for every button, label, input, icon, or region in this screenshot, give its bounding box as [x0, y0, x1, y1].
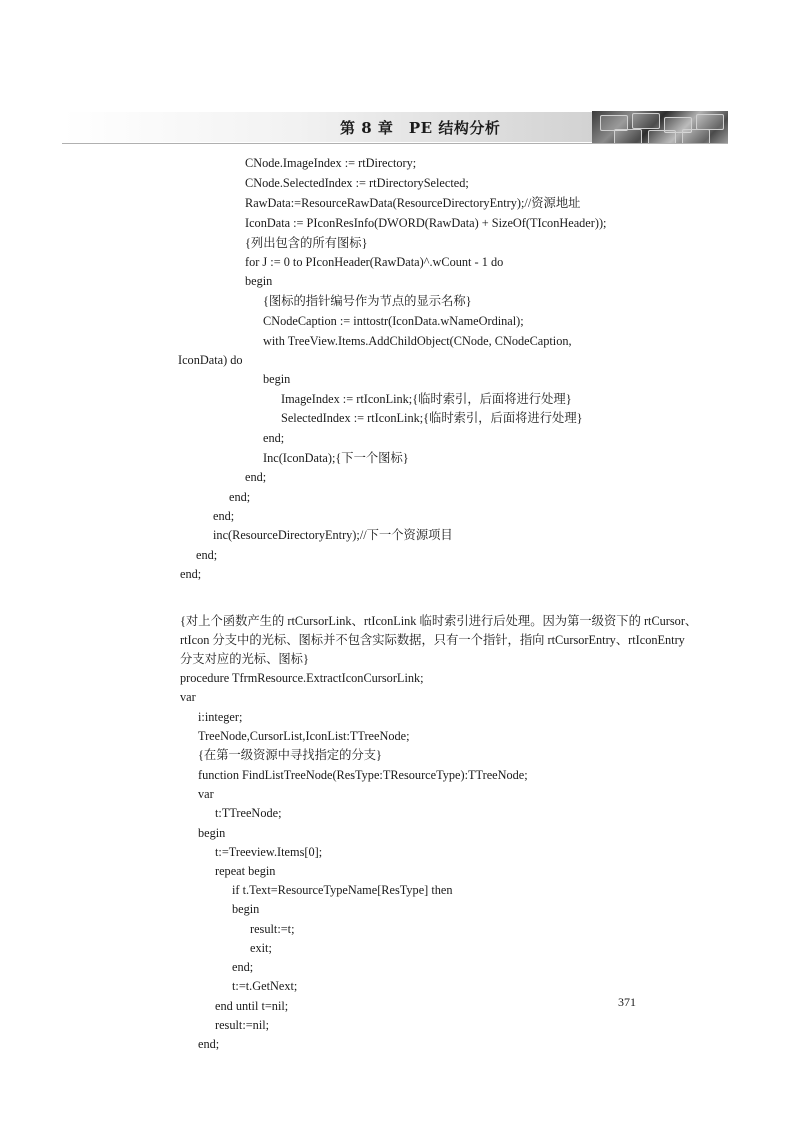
code-line: end; — [232, 960, 254, 974]
code-line: end; — [196, 548, 218, 562]
code-line: {图标的指针编号作为节点的显示名称} — [263, 294, 472, 308]
code-line: i:integer; — [198, 710, 243, 724]
code-line: t:=t.GetNext; — [232, 979, 298, 993]
code-line: IconData) do — [178, 353, 243, 367]
code-line: repeat begin — [215, 864, 276, 878]
code-line: if t.Text=ResourceTypeName[ResType] then — [232, 883, 453, 897]
code-line: SelectedIndex := rtIconLink;{临时索引，后面将进行处理} — [281, 411, 583, 425]
code-line: TreeNode,CursorList,IconList:TTreeNode; — [198, 729, 410, 743]
code-line: var — [180, 690, 196, 704]
code-line: begin — [263, 372, 291, 386]
code-line: CNode.SelectedIndex := rtDirectorySelected; — [245, 176, 469, 190]
code-line: {在第一级资源中寻找指定的分支} — [198, 748, 382, 762]
keyboard-header-image — [592, 111, 728, 143]
code-line: function FindListTreeNode(ResType:TResourceType):TTreeNode; — [198, 768, 528, 782]
code-line: with TreeView.Items.AddChildObject(CNode, CNodeCaption, — [263, 334, 572, 348]
code-line: procedure TfrmResource.ExtractIconCursorLink; — [180, 671, 424, 685]
code-line: t:TTreeNode; — [215, 806, 282, 820]
code-line: RawData:=ResourceRawData(ResourceDirectoryEntry);//资源地址 — [245, 196, 581, 210]
code-line: end; — [198, 1037, 220, 1051]
code-line: inc(ResourceDirectoryEntry);//下一个资源项目 — [213, 528, 453, 542]
code-line: end; — [245, 470, 267, 484]
code-line: CNode.ImageIndex := rtDirectory; — [245, 156, 417, 170]
code-line: t:=Treeview.Items[0]; — [215, 845, 323, 859]
code-line: begin — [232, 902, 260, 916]
code-line: result:=nil; — [215, 1018, 270, 1032]
code-line: {列出包含的所有图标} — [245, 236, 368, 250]
header-divider — [62, 143, 728, 144]
page-number: 371 — [618, 995, 636, 1009]
code-line: end; — [213, 509, 235, 523]
code-line: begin — [198, 826, 226, 840]
chapter-title: 第 8 章 PE 结构分析 — [340, 119, 501, 137]
comment-line: 分支对应的光标、图标} — [180, 652, 309, 666]
code-line: end; — [263, 431, 285, 445]
code-line: Inc(IconData);{下一个图标} — [263, 451, 409, 465]
code-line: end; — [180, 567, 202, 581]
code-line: exit; — [250, 941, 272, 955]
code-line: ImageIndex := rtIconLink;{临时索引，后面将进行处理} — [281, 392, 572, 406]
code-line: result:=t; — [250, 922, 295, 936]
code-line: begin — [245, 274, 273, 288]
code-line: for J := 0 to PIconHeader(RawData)^.wCount - 1 do — [245, 255, 504, 269]
code-line: var — [198, 787, 214, 801]
code-line: CNodeCaption := inttostr(IconData.wNameOrdinal); — [263, 314, 524, 328]
code-line: end; — [229, 490, 251, 504]
comment-line: {对上个函数产生的 rtCursorLink、rtIconLink 临时索引进行后处理。因为第一级资下的 rtCursor、 — [180, 614, 698, 628]
comment-line: rtIcon 分支中的光标、图标并不包含实际数据，只有一个指针，指向 rtCursorEntry、rtIconEntry — [180, 633, 685, 647]
code-line: end until t=nil; — [215, 999, 289, 1013]
code-line: IconData := PIconResInfo(DWORD(RawData) + SizeOf(TIconHeader)); — [245, 216, 607, 230]
